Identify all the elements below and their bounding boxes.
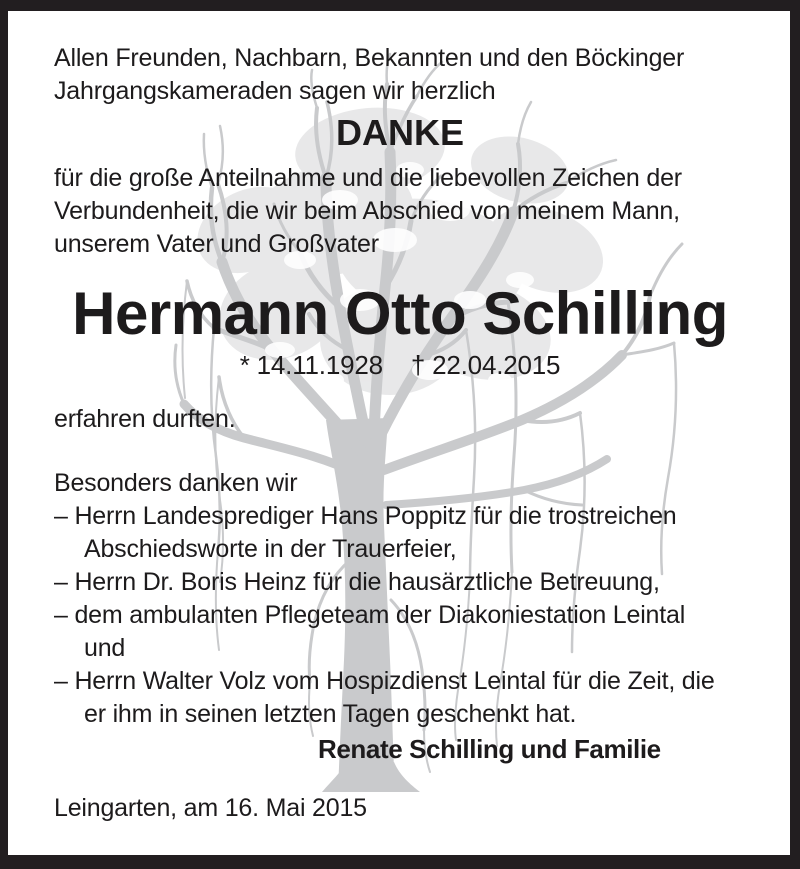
special-thanks-line: und: [84, 634, 126, 662]
intro-line-1: Allen Freunden, Nachbarn, Bekannten und den Böckinger: [54, 44, 685, 72]
birth-date: * 14.11.1928: [239, 350, 383, 380]
gratitude-line-2: Verbundenheit, die wir beim Abschied von meinem Mann,: [54, 197, 680, 225]
gratitude-line-3: unserem Vater und Großvater: [54, 230, 379, 258]
special-thanks: [54, 467, 772, 731]
special-thanks-line: er ihm in seinen letzten Tagen geschenkt hat.: [84, 700, 577, 728]
death-date: † 22.04.2015: [410, 350, 561, 380]
signature: Renate Schilling und Familie: [318, 734, 661, 764]
gratitude-text: [54, 162, 772, 261]
place-date-line: Leingarten, am 16. Mai 2015: [54, 794, 367, 822]
special-thanks-line: – Herrn Landesprediger Hans Poppitz für die trostreichen: [54, 502, 677, 530]
special-thanks-line: – Herrn Walter Volz vom Hospizdienst Leintal für die Zeit, die: [54, 667, 715, 695]
deceased-name: Hermann Otto Schilling: [72, 280, 728, 347]
intro-text: [54, 42, 772, 108]
closing-text: erfahren durften.: [54, 405, 236, 433]
special-thanks-line: Abschiedsworte in der Trauerfeier,: [84, 535, 457, 563]
intro-line-2: Jahrgangskameraden sagen wir herzlich: [54, 77, 496, 105]
thank-you-heading: DANKE: [335, 112, 464, 153]
special-thanks-line: – Herrn Dr. Boris Heinz für die hausärztliche Betreuung,: [54, 568, 660, 596]
special-thanks-line: – dem ambulanten Pflegeteam der Diakoniestation Leintal: [54, 601, 686, 629]
special-thanks-intro: Besonders danken wir: [54, 469, 298, 497]
gratitude-line-1: für die große Anteilnahme und die liebevollen Zeichen der: [54, 164, 682, 192]
life-dates: [0, 349, 800, 382]
